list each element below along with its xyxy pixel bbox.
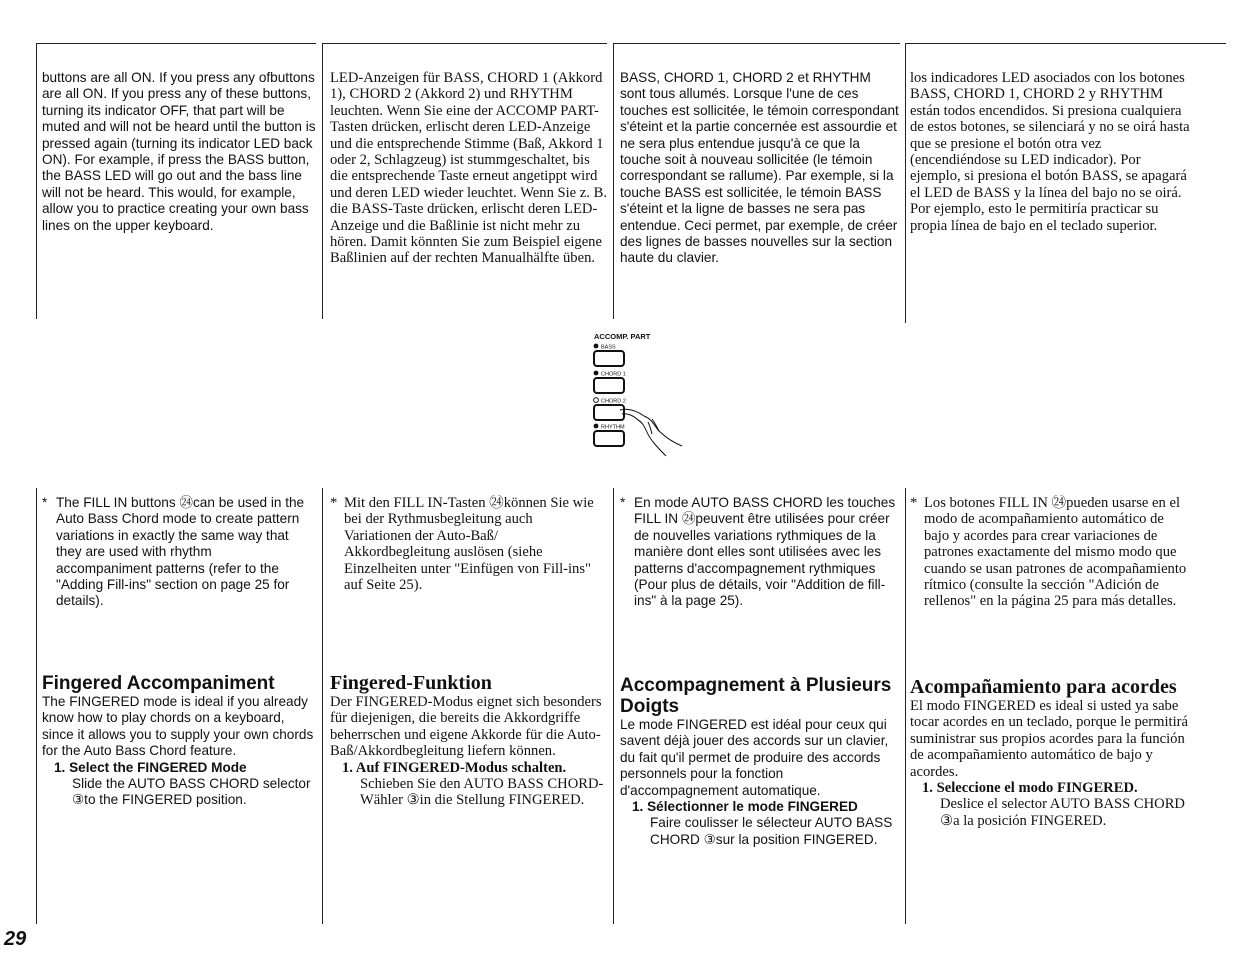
step-body-es: Deslice el selector AUTO BASS CHORD ③a la posición FINGERED. xyxy=(940,796,1185,829)
section-intro-es: El modo FINGERED es ideal si usted ya sabe tocar acordes en un teclado, porque le permitirá suministrar sus propios acordes para la función de acompañamiento automático de bajo y acordes. xyxy=(910,698,1188,780)
fill-in-text-fr: En mode AUTO BASS CHORD les touches FILL IN ㉔peuvent être utilisées pour créer de nouvelles variations rythmiques de la manière dont elles sont utilisées avec les patterns d'accompagnement rythmiques (Pour plus de détails, voir "Addition de fill-ins" à la page 25). xyxy=(634,495,896,609)
section-intro-fr: Le mode FINGERED est idéal pour ceux qui savent déjà jouer des accords sur un clavier, du fait qu'il permet de produire des accords personnels pour la fonction d'accompagnement automatique. xyxy=(620,717,889,798)
step-1-en xyxy=(42,760,318,809)
step-body-fr: Faire coulisser le sélecteur AUTO BASS CHORD ③sur la position FINGERED. xyxy=(650,815,893,847)
col-rule-1a xyxy=(36,43,37,319)
col-rule-1b xyxy=(36,488,37,924)
top-text-en xyxy=(42,70,318,234)
fingered-section-en xyxy=(42,673,318,809)
accomp-part-panel xyxy=(588,330,718,470)
chord1-label: CHORD 1 xyxy=(601,371,626,378)
col-rule-3b xyxy=(613,488,614,924)
step-body-de: Schieben Sie den AUTO BASS CHORD-Wähler ③in die Stellung FINGERED. xyxy=(360,776,604,809)
chord1-button xyxy=(594,378,624,393)
step-title-de: 1. Auf FINGERED-Modus schalten. xyxy=(342,759,567,776)
top-text-fr xyxy=(620,70,900,267)
col-rule-2a xyxy=(322,43,323,319)
step-body-en: Slide the AUTO BASS CHORD selector ③to the FINGERED position. xyxy=(72,776,311,808)
fingered-section-es xyxy=(910,677,1190,829)
bullet-marker: * xyxy=(330,495,338,511)
section-heading-en: Fingered Accompaniment xyxy=(42,673,275,694)
rhythm-button xyxy=(594,431,624,446)
top-text-es xyxy=(910,70,1190,234)
fill-in-es xyxy=(910,495,1188,610)
step-title-en: 1. Select the FINGERED Mode xyxy=(54,759,247,775)
fill-in-de xyxy=(330,495,602,593)
section-heading-es: Acompañamiento para acordes xyxy=(910,677,1177,698)
top-paragraph-fr: BASS, CHORD 1, CHORD 2 et RHYTHM sont tous allumés. Lorsque l'une de ces touches est sollicitée, le témoin correspondant s'éteint et la partie concernée est assourdie et ne sera plus entendue jusqu'à ce que la touche soit à nouveau sollicitée (le témoin correspondant se rallume). Par exemple, si la touche BASS est sollicitée, le témoin BASS s'éteint et la ligne de basses ne sera pas entendue. Ceci permet, par exemple, de créer des lignes de basses nouvelles sur la section haute du clavier. xyxy=(620,70,899,266)
section-heading-fr: Accompagnement à Plusieurs Doigts xyxy=(620,675,892,717)
col-rule-4b xyxy=(905,488,906,924)
page-number: 29 xyxy=(4,928,27,950)
bass-led-icon xyxy=(594,344,599,349)
bass-button xyxy=(594,351,624,366)
top-rule-2 xyxy=(322,43,607,44)
col-rule-2b xyxy=(322,488,323,924)
step-1-es xyxy=(910,780,1190,829)
col-rule-3a xyxy=(613,43,614,319)
fill-in-en xyxy=(42,495,310,610)
col-rule-4a xyxy=(905,43,906,323)
top-rule-1 xyxy=(36,43,316,44)
top-rule-3 xyxy=(614,43,900,44)
bullet-marker: * xyxy=(42,495,48,510)
bullet-marker: * xyxy=(620,495,626,510)
top-paragraph-de: LED-Anzeigen für BASS, CHORD 1 (Akkord 1), CHORD 2 (Akkord 2) und RHYTHM leuchten. Wenn Sie eine der ACCOMP PART-Tasten drücken, erlischt deren LED-Anzeige und die entsprechende Stimme (Baß, Akkord 1 oder 2, Schlagzeug) ist stummgeschaltet, bis die entsprechende Taste erneut angetippt wird und deren LED wieder leuchtet. Wenn Sie z. B. die BASS-Taste drücken, erlischt deren LED-Anzeige und die Baßlinie ist nicht mehr zu hören. Damit könnten Sie zum Beispiel eigene Baßlinien auf der rechten Manualhälfte üben. xyxy=(330,70,607,267)
fill-in-text-de: Mit den FILL IN-Tasten ㉔können Sie wie bei der Rythmusbegleitung auch Variationen der Auto-Baß/ Akkordbegleitung auslösen (siehe Einzelheiten unter "Einfügen von Fill-ins" auf Seite 25). xyxy=(344,495,594,594)
section-intro-en: The FINGERED mode is ideal if you already know how to play chords on a keyboard, since it allows you to supply your own chords for the Auto Bass Chord feature. xyxy=(42,694,314,759)
step-title-es: 1. Seleccione el modo FINGERED. xyxy=(922,780,1138,797)
top-text-de xyxy=(330,70,608,267)
chord2-led-icon xyxy=(594,398,599,403)
top-rule-4 xyxy=(906,43,1226,44)
top-paragraph-en: buttons are all ON. If you press any ofbuttons are all ON. If you press any of these buttons, turning its indicator OFF, that part will be muted and will not be heard until the button is pressed again (turning its indicator LED back ON). For example, if press the BASS button, the BASS LED will go out and the bass line will not be heard. This would, for example, allow you to practice creating your own bass lines on the upper keyboard. xyxy=(42,70,316,233)
chord1-led-icon xyxy=(594,371,599,376)
fill-in-text-es: Los botones FILL IN ㉔pueden usarse en el modo de acompañamiento automático de bajo y acordes para crear variaciones de patrones exactamente del mismo modo que cuando se usan patrones de acompañamiento rítmico (consulte la sección "Adición de rellenos" en la página 25 para más detalles. xyxy=(924,495,1187,610)
bullet-marker: * xyxy=(910,495,918,511)
fingered-section-de xyxy=(330,673,608,809)
step-title-fr: 1. Sélectionner le mode FINGERED xyxy=(632,799,858,815)
step-1-de xyxy=(330,760,608,809)
fill-in-text-en: The FILL IN buttons ㉔can be used in the Auto Bass Chord mode to create pattern variations in exactly the same way that they are used with rhythm accompaniment patterns (refer to the "Adding Fill-ins" section on page 25 for details). xyxy=(56,495,305,609)
chord2-label: CHORD 2 xyxy=(601,398,626,405)
step-1-fr xyxy=(620,799,902,848)
bass-label: BASS xyxy=(601,344,616,351)
fill-in-fr xyxy=(620,495,898,610)
rhythm-label: RHYTHM xyxy=(601,424,625,431)
section-heading-de: Fingered-Funktion xyxy=(330,673,492,694)
top-paragraph-es: los indicadores LED asociados con los botones BASS, CHORD 1, CHORD 2 y RHYTHM están todos encendidos. Si presiona cualquiera de estos botones, se silenciará y no se oirá hasta que se presione el botón otra vez (encendiéndose su LED indicador). Por ejemplo, si presiona el botón BASS, se apagará el LED de BASS y la línea del bajo no se oirá. Por ejemplo, esto le permitiría practicar su propia línea de bajo en el teclado superior. xyxy=(910,70,1190,234)
panel-title: ACCOMP. PART xyxy=(594,332,651,341)
chord2-button xyxy=(594,405,624,420)
fingered-section-fr xyxy=(620,675,902,848)
accomp-part-illustration xyxy=(588,330,718,470)
rhythm-led-icon xyxy=(594,424,599,429)
pointing-hand-icon xyxy=(620,409,682,456)
section-intro-de: Der FINGERED-Modus eignet sich besonders für diejenigen, die bereits die Akkordgriffe beherrschen und eigene Akkorde für die Auto-Baß/Akkordbegleitung liefern können. xyxy=(330,694,602,760)
